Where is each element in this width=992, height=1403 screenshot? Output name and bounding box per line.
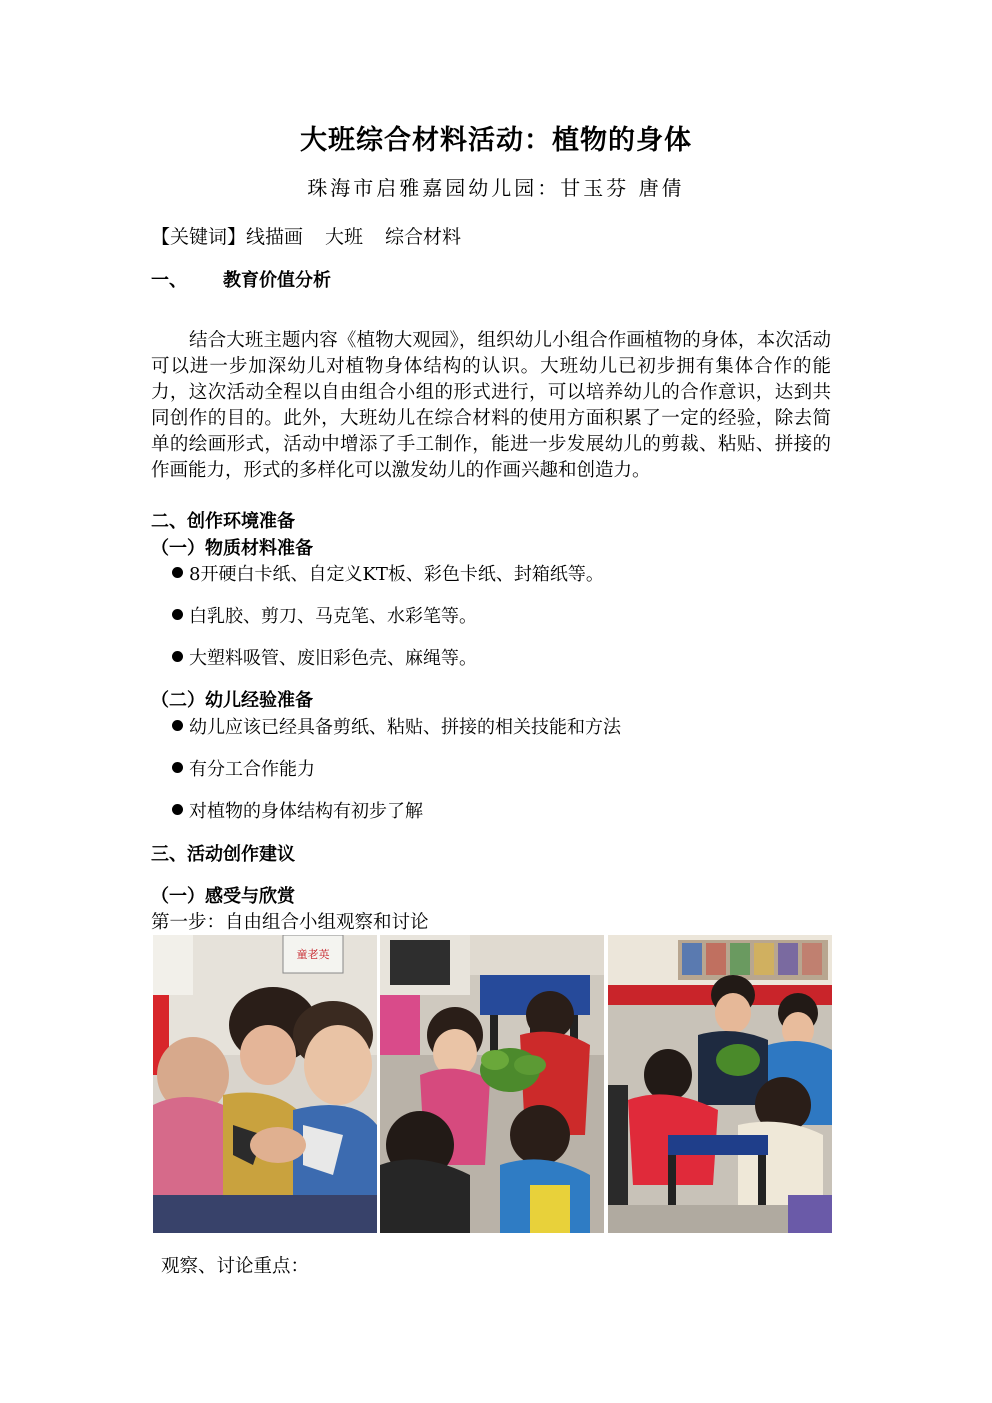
bullet-icon xyxy=(172,609,183,620)
section2-heading: 二、创作环境准备 xyxy=(151,511,295,532)
photo-children-observing-2 xyxy=(380,935,604,1233)
keyword-item: 线描画 xyxy=(246,226,304,248)
material-item: 白乳胶、剪刀、马克笔、水彩笔等。 xyxy=(172,602,477,628)
section2-sub1-heading: （一）物质材料准备 xyxy=(151,538,313,559)
photo-children-observing-3 xyxy=(608,935,832,1233)
experience-item: 幼儿应该已经具备剪纸、粘贴、拼接的相关技能和方法 xyxy=(172,713,621,739)
keywords-line xyxy=(151,222,461,249)
section1-heading xyxy=(151,266,331,292)
bullet-icon xyxy=(172,762,183,773)
photo-sign-text: 童老英 xyxy=(296,948,330,961)
experience-item: 有分工合作能力 xyxy=(172,755,315,781)
material-item: 8开硬白卡纸、自定义KT板、彩色卡纸、封箱纸等。 xyxy=(172,560,604,586)
material-item: 大塑料吸管、废旧彩色壳、麻绳等。 xyxy=(172,644,477,670)
keyword-item: 综合材料 xyxy=(385,226,462,248)
document-authors: 珠海市启雅嘉园幼儿园：甘玉芬 唐倩 xyxy=(307,176,685,200)
keyword-item: 大班 xyxy=(325,226,364,248)
section1-paragraph: 结合大班主题内容《植物大观园》，组织幼儿小组合作画植物的身体，本次活动可以进一步加深幼儿对植物身体结构的认识。大班幼儿已初步拥有集体合作的能力，这次活动全程以自由组合小组的形式进行，可以培养幼儿的合作意识，达到共同创作的目的。此外，大班幼儿在综合材料的使用方面积累了一定的经验，除去简单的绘画形式，活动中增添了手工制作，能进一步发展幼儿的剪裁、粘贴、拼接的作画能力，形式的多样化可以激发幼儿的作画兴趣和创造力。 xyxy=(151,329,831,481)
experience-item: 对植物的身体结构有初步了解 xyxy=(172,797,423,823)
bullet-icon xyxy=(172,567,183,578)
section3-sub1-heading: （一）感受与欣赏 xyxy=(151,886,295,907)
bullet-icon xyxy=(172,720,183,731)
bullet-icon xyxy=(172,804,183,815)
section3-heading: 三、活动创作建议 xyxy=(151,844,295,865)
step-one-text: 第一步：自由组合小组观察和讨论 xyxy=(151,912,429,933)
discussion-label: 观察、讨论重点： xyxy=(161,1256,310,1277)
bullet-icon xyxy=(172,651,183,662)
document-title: 大班综合材料活动：植物的身体 xyxy=(300,125,692,156)
section1-number: 一、 xyxy=(151,270,187,291)
section1-title: 教育价值分析 xyxy=(223,270,331,291)
section2-sub2-heading: （二）幼儿经验准备 xyxy=(151,690,313,711)
photo-children-observing-1 xyxy=(153,935,377,1233)
keywords-label: 【关键词】 xyxy=(151,226,247,248)
